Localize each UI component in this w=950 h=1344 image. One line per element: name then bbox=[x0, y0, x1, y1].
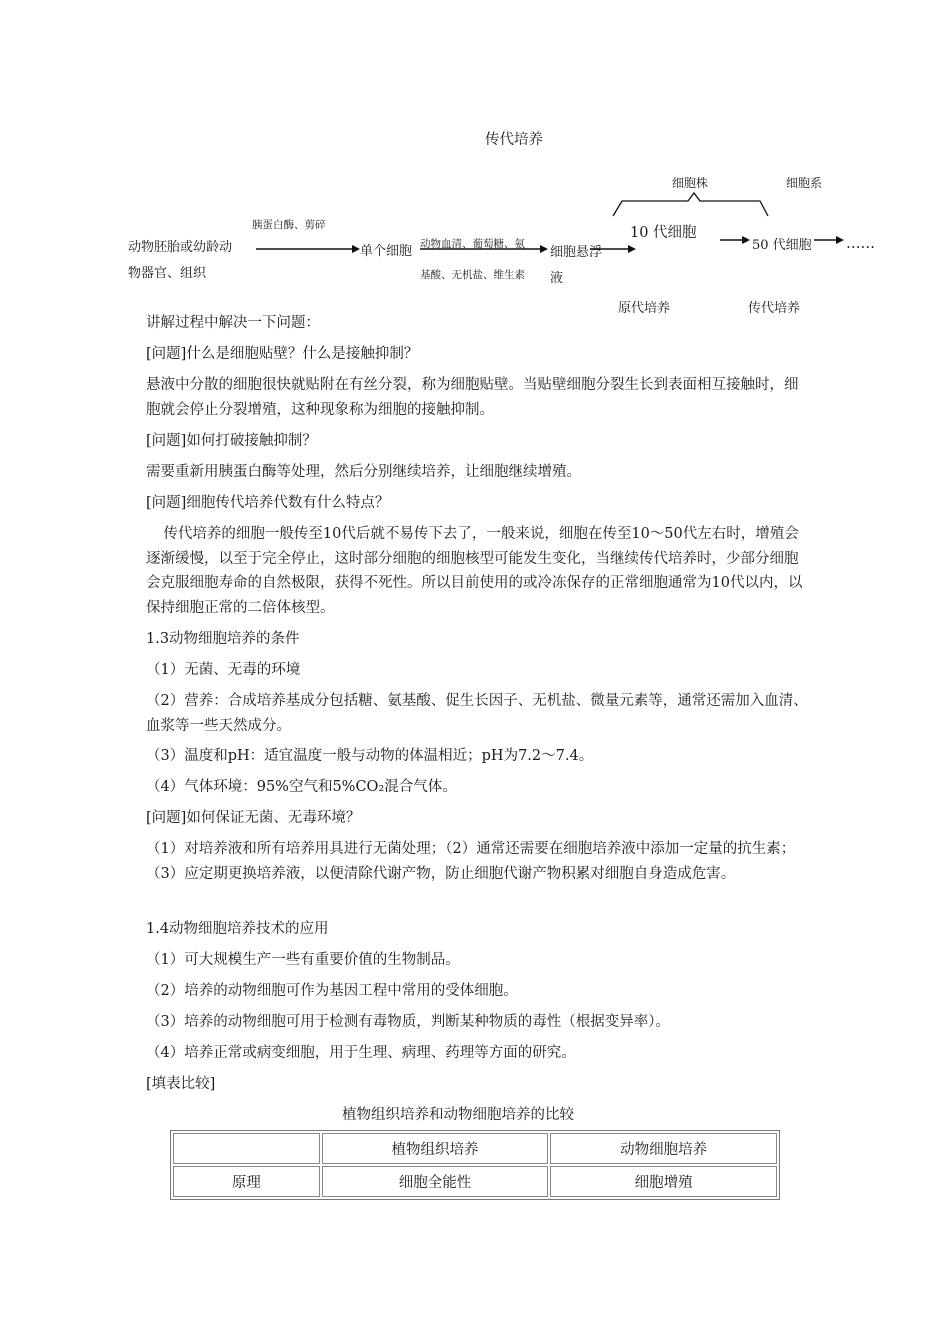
intro-text: 讲解过程中解决一下问题： bbox=[146, 315, 320, 331]
condition-2: （2）营养：合成培养基成分包括糖、氨基酸、促生长因子、无机盐、微量元素等，通常还需加入血清、血浆等一些天然成分。 bbox=[146, 693, 808, 734]
cell-line-label: 细胞系 bbox=[786, 176, 823, 190]
nutrient-label-bottom: 基酸、无机盐、维生素 bbox=[420, 269, 525, 281]
table-header-cell bbox=[173, 1133, 320, 1164]
table-row bbox=[173, 1166, 777, 1197]
application-2: （2）培养的动物细胞可作为基因工程中常用的受体细胞。 bbox=[146, 983, 518, 999]
application-4: （4）培养正常或病变细胞，用于生理、病理、药理等方面的研究。 bbox=[146, 1045, 576, 1061]
answer-2: 需要重新用胰蛋白酶等处理，然后分别继续培养，让细胞继续增殖。 bbox=[146, 464, 581, 480]
gen50-node: 50 代细胞 bbox=[752, 238, 812, 253]
table-cell: 细胞增殖 bbox=[550, 1166, 777, 1197]
table-cell: 细胞全能性 bbox=[322, 1166, 549, 1197]
cell-strain-label: 细胞株 bbox=[672, 176, 709, 190]
table-title: 植物组织培养和动物细胞培养的比较 bbox=[342, 1107, 574, 1123]
condition-1: （1）无菌、无毒的环境 bbox=[146, 662, 301, 678]
suspension-line2: 液 bbox=[550, 271, 564, 286]
answer-3: 传代培养的细胞一般传至10代后就不易传下去了，一般来说，细胞在传至10～50代左右时，增殖会逐渐缓慢，以至于完全停止，这时部分细胞的细胞核型可能发生变化，当继续传代培养时，少部分细胞会克服细胞寿命的自然极限，获得不死性。所以目前使用的或冷冻保存的正常细胞通常为10代以内，以保持细胞正常的二倍体核型。 bbox=[146, 526, 803, 616]
application-3: （3）培养的动物细胞可用于检测有毒物质，判断某种物质的毒性（根据变异率）。 bbox=[146, 1014, 670, 1030]
source-tissue-line1: 动物胚胎或幼龄动 bbox=[128, 240, 233, 255]
suspension-line1: 细胞悬浮 bbox=[550, 245, 603, 260]
source-tissue-line2: 物器官、组织 bbox=[128, 266, 207, 281]
primary-culture-label: 原代培养 bbox=[618, 301, 671, 316]
table-header-row bbox=[173, 1133, 777, 1164]
condition-3: （3）温度和pH：适宜温度一般与动物的体温相近；pH为7.2～7.4。 bbox=[146, 748, 594, 764]
section-1-3-heading: 1.3动物细胞培养的条件 bbox=[146, 631, 300, 647]
nutrient-label-top: 动物血清、葡萄糖、氨 bbox=[420, 238, 525, 250]
ellipsis: …… bbox=[846, 236, 875, 252]
fill-table-heading: [填表比较] bbox=[146, 1076, 216, 1092]
condition-4: （4）气体环境：95%空气和5%CO₂混合气体。 bbox=[146, 779, 457, 795]
single-cell-node: 单个细胞 bbox=[360, 244, 413, 259]
gen10-node: 10 代细胞 bbox=[630, 225, 697, 241]
answer-1: 悬液中分散的细胞很快就贴附在有丝分裂，称为细胞贴壁。当贴壁细胞分裂生长到表面相互接触时，细胞就会停止分裂增殖，这种现象称为细胞的接触抑制。 bbox=[146, 377, 799, 418]
trypsin-label: 胰蛋白酶、剪碎 bbox=[252, 219, 326, 231]
subculture-label: 传代培养 bbox=[748, 301, 801, 316]
page-title: 传代培养 bbox=[485, 132, 543, 148]
table-cell: 原理 bbox=[173, 1166, 320, 1197]
question-2: [问题]如何打破接触抑制？ bbox=[146, 433, 317, 449]
question-3: [问题]细胞传代培养代数有什么特点？ bbox=[146, 495, 390, 511]
question-1: [问题]什么是细胞贴壁？什么是接触抑制？ bbox=[146, 346, 419, 362]
answer-4: （1）对培养液和所有培养用具进行无菌处理；（2）通常还需要在细胞培养液中添加一定量的抗生素；（3）应定期更换培养液，以便清除代谢产物，防止细胞代谢产物积累对细胞自身造成危害。 bbox=[146, 841, 796, 882]
question-4: [问题]如何保证无菌、无毒环境？ bbox=[146, 810, 361, 826]
application-1: （1）可大规模生产一些有重要价值的生物制品。 bbox=[146, 952, 460, 968]
table-header-cell: 植物组织培养 bbox=[322, 1133, 549, 1164]
comparison-table bbox=[170, 1130, 780, 1200]
table-header-cell: 动物细胞培养 bbox=[550, 1133, 777, 1164]
section-1-4-heading: 1.4动物细胞培养技术的应用 bbox=[146, 921, 329, 937]
